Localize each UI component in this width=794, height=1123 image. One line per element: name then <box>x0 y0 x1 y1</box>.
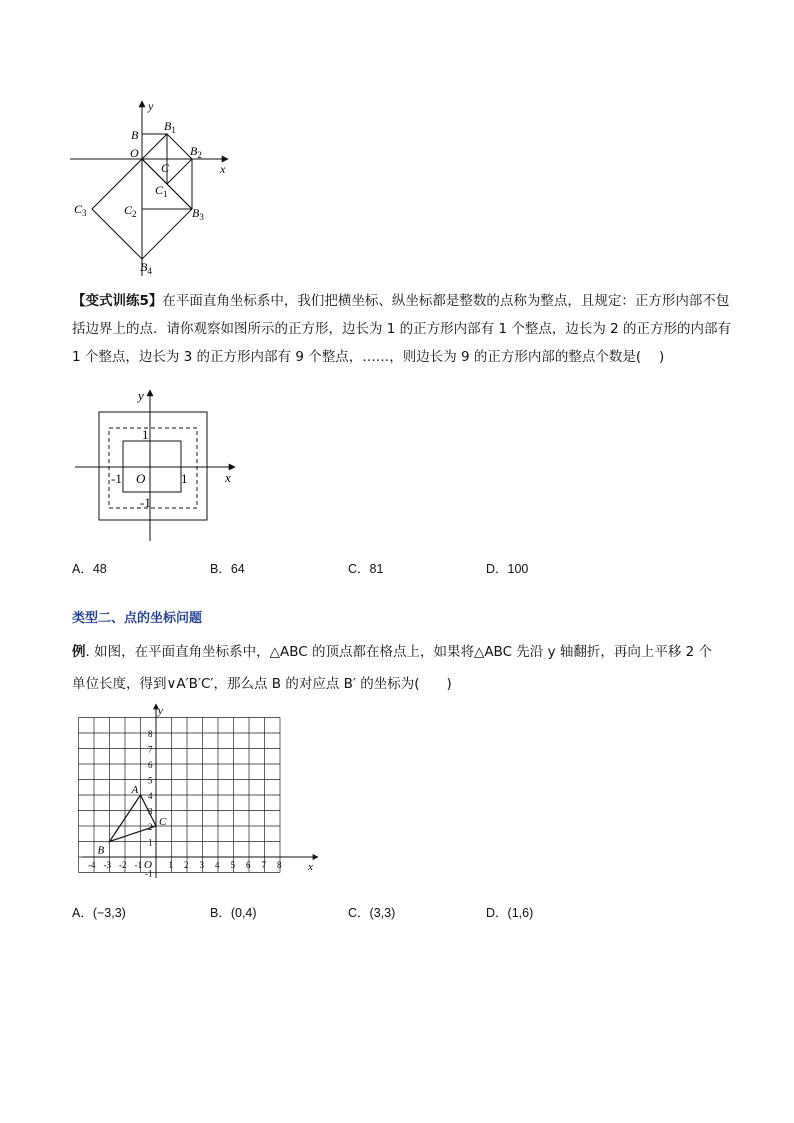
example-tag: 例 <box>72 644 86 660</box>
label-O: O <box>130 146 139 160</box>
y-tick-label: 7 <box>148 744 153 755</box>
example-line-1: . 如图，在平面直角坐标系中，△ABC 的顶点都在格点上，如果将△ABC 先沿 y 轴翻折，再向上平移 2 个 <box>85 644 713 660</box>
x-tick-label: 5 <box>230 860 235 870</box>
label-A: A <box>131 784 139 796</box>
label-C: C <box>159 816 167 828</box>
problem-tag: 【变式训练5】 <box>72 293 163 309</box>
figure-nested-squares <box>75 386 240 546</box>
x-tick-label: -4 <box>88 860 96 870</box>
y-label: y <box>148 99 154 113</box>
origin-label: O <box>136 471 146 486</box>
label-B1: $B_1$ <box>164 119 176 135</box>
y-tick-label: 3 <box>148 806 153 817</box>
label-B3: $B_3$ <box>192 206 204 222</box>
label-C2: $C_2$ <box>124 203 137 219</box>
x-tick-label: 2 <box>184 860 189 870</box>
y-tick-label: 5 <box>148 775 153 786</box>
option-b[interactable]: B．64 <box>210 562 245 576</box>
tick-neg1-x: -1 <box>111 471 122 486</box>
label-B2: $B_2$ <box>190 144 202 160</box>
x-tick-label: 6 <box>246 860 251 870</box>
example-line-2: 单位长度，得到∨A′B′C′，那么点 B 的对应点 B′ 的坐标为( ) <box>72 676 452 692</box>
y-tick-label: 6 <box>148 760 153 770</box>
option-a[interactable]: A．48 <box>72 562 107 576</box>
origin-label: O <box>144 859 152 871</box>
x-label: x <box>308 861 313 873</box>
y-label: y <box>158 705 163 717</box>
x-tick-label: 1 <box>168 860 173 870</box>
option-d[interactable]: D．100 <box>486 562 529 576</box>
option-c[interactable]: C．81 <box>348 562 384 576</box>
y-tick-label: -1 <box>145 868 153 879</box>
example-text <box>72 638 732 698</box>
label-C1: $C_1$ <box>155 183 168 199</box>
problem-text <box>72 287 732 371</box>
y-tick-label: 8 <box>148 729 153 739</box>
label-C: C <box>161 161 170 175</box>
x-tick-label: 3 <box>199 860 204 870</box>
y-tick-label: 4 <box>148 791 153 801</box>
tick-neg1-y: -1 <box>140 495 151 510</box>
y-tick-label: 2 <box>148 822 153 832</box>
option-a[interactable]: A．(−3,3) <box>72 906 126 920</box>
option-d[interactable]: D．(1,6) <box>486 906 534 920</box>
grid-lines <box>79 718 281 873</box>
label-C3: $C_3$ <box>74 202 87 218</box>
x-tick-label: 7 <box>261 860 266 870</box>
label-B: B <box>97 844 105 857</box>
x-tick-label: -2 <box>119 860 127 870</box>
figure-grid-plane <box>78 702 324 880</box>
option-c[interactable]: C．(3,3) <box>348 906 396 920</box>
y-tick-label: 1 <box>148 837 153 848</box>
option-b[interactable]: B．(0,4) <box>210 906 257 920</box>
x-label: x <box>225 470 231 485</box>
section-heading: 类型二、点的坐标问题 <box>72 611 203 626</box>
triangle-abc <box>110 795 157 842</box>
x-label: x <box>220 162 226 176</box>
tick-1-y: 1 <box>142 427 149 442</box>
x-tick-label: 4 <box>215 860 220 870</box>
square-dashed <box>109 428 197 508</box>
x-tick-label: -1 <box>134 860 142 870</box>
label-B4: $B_4$ <box>140 260 152 276</box>
label-B: B <box>131 128 139 142</box>
problem-body: 在平面直角坐标系中，我们把横坐标、纵坐标都是整数的点称为整点，且规定：正方形内部不包括边界上的点．请你观察如图所示的正方形，边长为 1 的正方形内部有 1 个整点，边长为 2 的正方形的内部有 1 个整点，边长为 3 的正方形内部有 9 个整点，……，则边长为 9 的正方形内部的整点个数是( ) <box>72 293 732 365</box>
y-label: y <box>138 388 144 403</box>
figure-rotated-squares <box>70 96 240 281</box>
tick-1-x: 1 <box>181 471 188 486</box>
x-tick-label: 8 <box>277 860 282 870</box>
x-tick-label: -3 <box>103 860 111 870</box>
